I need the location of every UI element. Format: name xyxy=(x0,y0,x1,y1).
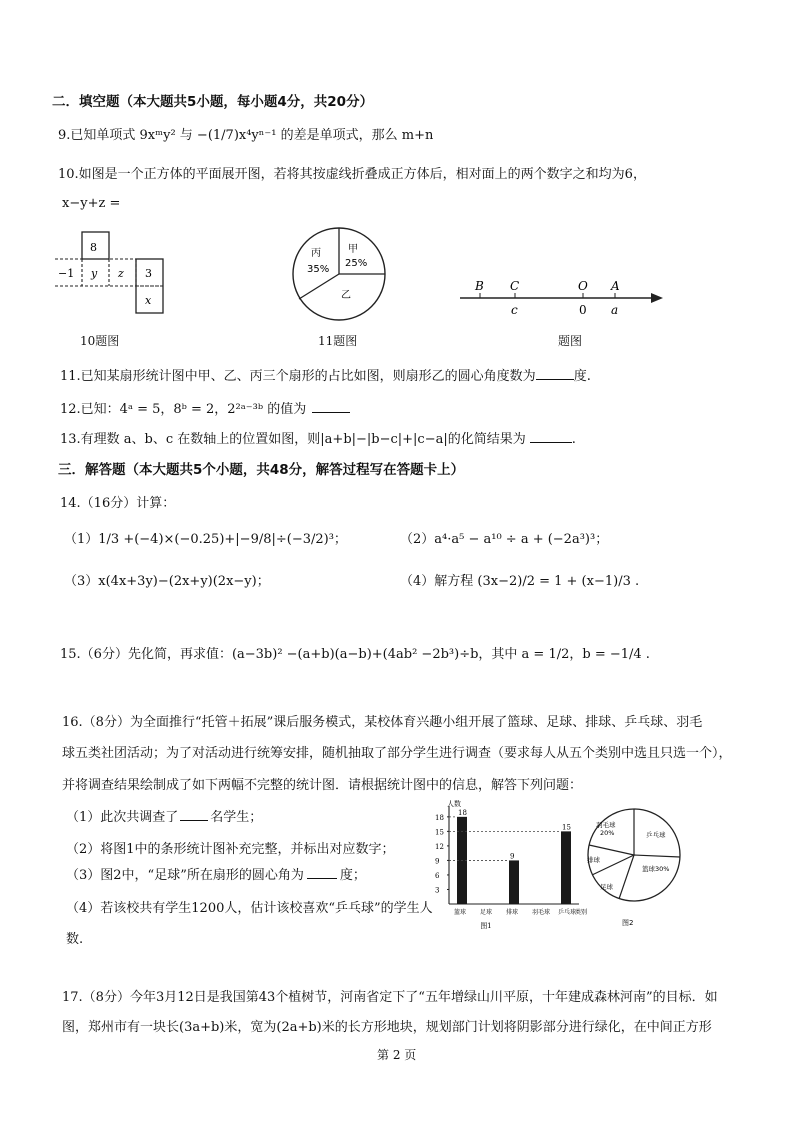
question-16-2: （2）将图1中的条形统计图补充完整，并标出对应数字； xyxy=(66,842,395,857)
bar xyxy=(561,831,571,904)
nl-label-c: c xyxy=(511,303,518,317)
pie2-label-badminton: 羽毛球 20% xyxy=(596,821,616,837)
question-16-line3: 并将调查结果绘制成了如下两幅不完整的统计图．请根据统计图中的信息，解答下列问题： xyxy=(62,778,583,793)
question-16-line2: 球五类社团活动；为了对活动进行统筹安排，随机抽取了部分学生进行调查（要求每人从五个类别中选且只选一个）， xyxy=(62,746,732,761)
pie11-label-25: 25% xyxy=(345,258,368,269)
pie2-caption: 图2 xyxy=(622,919,634,927)
nl-label-0: 0 xyxy=(579,303,587,317)
y-axis-label: 人数 xyxy=(447,800,461,808)
question-16-3: （3）图2中，“足球”所在扇形的圆心角为 度； xyxy=(66,868,366,883)
pie2-label-volleyball: 排球 xyxy=(587,856,600,864)
y-tick-label: 3 xyxy=(435,886,440,895)
pie2-label-football: 足球 xyxy=(600,883,613,891)
question-13: 13.有理数 a、b、c 在数轴上的位置如图，则|a+b|−|b−c|+|c−a|的化简结果为 . xyxy=(60,432,576,447)
figure11-caption: 11题图 xyxy=(318,334,358,348)
x-tick-label: 足球 xyxy=(480,909,493,916)
question-17-line2: 图，郑州市有一块长(3a+b)米，宽为(2a+b)米的长方形地块，规划部门计划将阴影部分进行绿化，在中间正方形 xyxy=(62,1020,712,1035)
question-16-4b: 数. xyxy=(66,932,84,947)
section2-title: 二．填空题（本大题共5小题，每小题4分，共20分） xyxy=(52,94,374,110)
bar-chart-figure1 xyxy=(425,800,590,930)
pie11-label-yi: 乙 xyxy=(341,290,351,301)
net-cell-y: y xyxy=(91,267,98,280)
nl-label-a: a xyxy=(611,303,619,317)
pie11-label-35: 35% xyxy=(307,264,330,275)
net-cell-8: 8 xyxy=(90,241,97,254)
question-17-line1: 17.（8分）今年3月12日是我国第43个植树节，河南省定下了“五年增绿山川平原，十年建成森林河南”的目标．如 xyxy=(62,990,718,1005)
bar-value-label: 9 xyxy=(510,852,515,861)
question-9: 9.已知单项式 9xᵐy² 与 −(1/7)x⁴yⁿ⁻¹ 的差是单项式，那么 m+n xyxy=(58,128,434,143)
pie-chart-figure2 xyxy=(580,805,692,930)
page-number: 第 2 页 xyxy=(377,1048,417,1062)
nl-label-A: A xyxy=(611,279,620,293)
y-tick-label: 9 xyxy=(435,857,440,866)
y-tick-label: 6 xyxy=(435,871,440,880)
x-tick-label: 乒乓球 xyxy=(558,909,577,916)
x-tick-label: 篮球 xyxy=(454,909,467,916)
question-11: 11.已知某扇形统计图中甲、乙、丙三个扇形的占比如图，则扇形乙的圆心角度数为 度. xyxy=(60,369,591,384)
answer-blank-16-1 xyxy=(180,820,208,821)
question-12: 12.已知：4ᵃ = 5，8ᵇ = 2，2²ᵃ⁻³ᵇ 的值为 xyxy=(60,398,350,417)
figure13-caption: 题图 xyxy=(558,334,583,348)
net-cell-3: 3 xyxy=(145,267,152,280)
x-axis-label: 类别 xyxy=(575,909,588,916)
y-tick-label: 12 xyxy=(435,842,444,851)
question-14: 14.（16分）计算： xyxy=(60,496,176,511)
question-14-4: （4）解方程 (3x−2)/2 = 1 + (x−1)/3 . xyxy=(400,574,640,589)
question-10-expr: x−y+z = xyxy=(62,196,121,211)
nl-label-C: C xyxy=(510,279,520,293)
bar-value-label: 18 xyxy=(458,808,467,817)
bar-value-label: 15 xyxy=(562,823,571,832)
figure10-caption: 10题图 xyxy=(80,334,120,348)
chart-caption: 图1 xyxy=(480,922,492,930)
bar xyxy=(509,860,519,904)
question-16-4: （4）若该校共有学生1200人，估计该校喜欢“乒乓球”的学生人 xyxy=(66,901,433,916)
x-tick-label: 排球 xyxy=(506,909,519,916)
net-cell-neg1: −1 xyxy=(58,267,75,280)
y-tick-label: 15 xyxy=(435,828,444,837)
x-tick-label: 羽毛球 xyxy=(532,909,551,916)
y-tick-label: 18 xyxy=(435,813,444,822)
answer-blank-16-3 xyxy=(307,878,337,879)
pie2-label-basketball: 篮球30% xyxy=(642,865,670,873)
question-16-1: （1）此次共调查了 名学生； xyxy=(66,810,263,825)
pie2-label-pingpong: 乒乓球 xyxy=(646,831,666,839)
question-15: 15.（6分）先化简，再求值：(a−3b)² −(a+b)(a−b)+(4ab² −2b³)÷b，其中 a = 1/2，b = −1/4 . xyxy=(60,647,650,662)
answer-blank-12 xyxy=(312,412,350,413)
pie11-figure xyxy=(285,220,395,330)
answer-blank-13 xyxy=(530,442,572,443)
nl-label-O: O xyxy=(578,279,588,293)
pie11-label-jia: 甲 xyxy=(348,244,358,255)
question-16-line1: 16.（8分）为全面推行“托管＋拓展”课后服务模式，某校体育兴趣小组开展了篮球、足球、排球、乒乓球、羽毛 xyxy=(62,715,703,730)
question-14-1: （1）1/3 +(−4)×(−0.25)+|−9/8|÷(−3/2)³； xyxy=(64,532,347,547)
section3-title: 三．解答题（本大题共5个小题，共48分，解答过程写在答题卡上） xyxy=(58,462,465,478)
nl-label-B: B xyxy=(475,279,484,293)
question-14-2: （2）a⁴·a⁵ − a¹⁰ ÷ a + (−2a³)³； xyxy=(400,532,609,547)
question-10: 10.如图是一个正方体的平面展开图，若将其按虚线折叠成正方体后，相对面上的两个数字之和均为6， xyxy=(58,167,646,182)
net-cell-x: x xyxy=(145,294,152,307)
net-cell-z: z xyxy=(118,267,124,280)
question-14-3: （3）x(4x+3y)−(2x+y)(2x−y)； xyxy=(64,574,270,589)
numberline-figure xyxy=(455,276,670,321)
pie11-label-bing: 丙 xyxy=(311,248,321,259)
cube-net-figure xyxy=(55,222,185,342)
answer-blank-11 xyxy=(536,379,574,380)
